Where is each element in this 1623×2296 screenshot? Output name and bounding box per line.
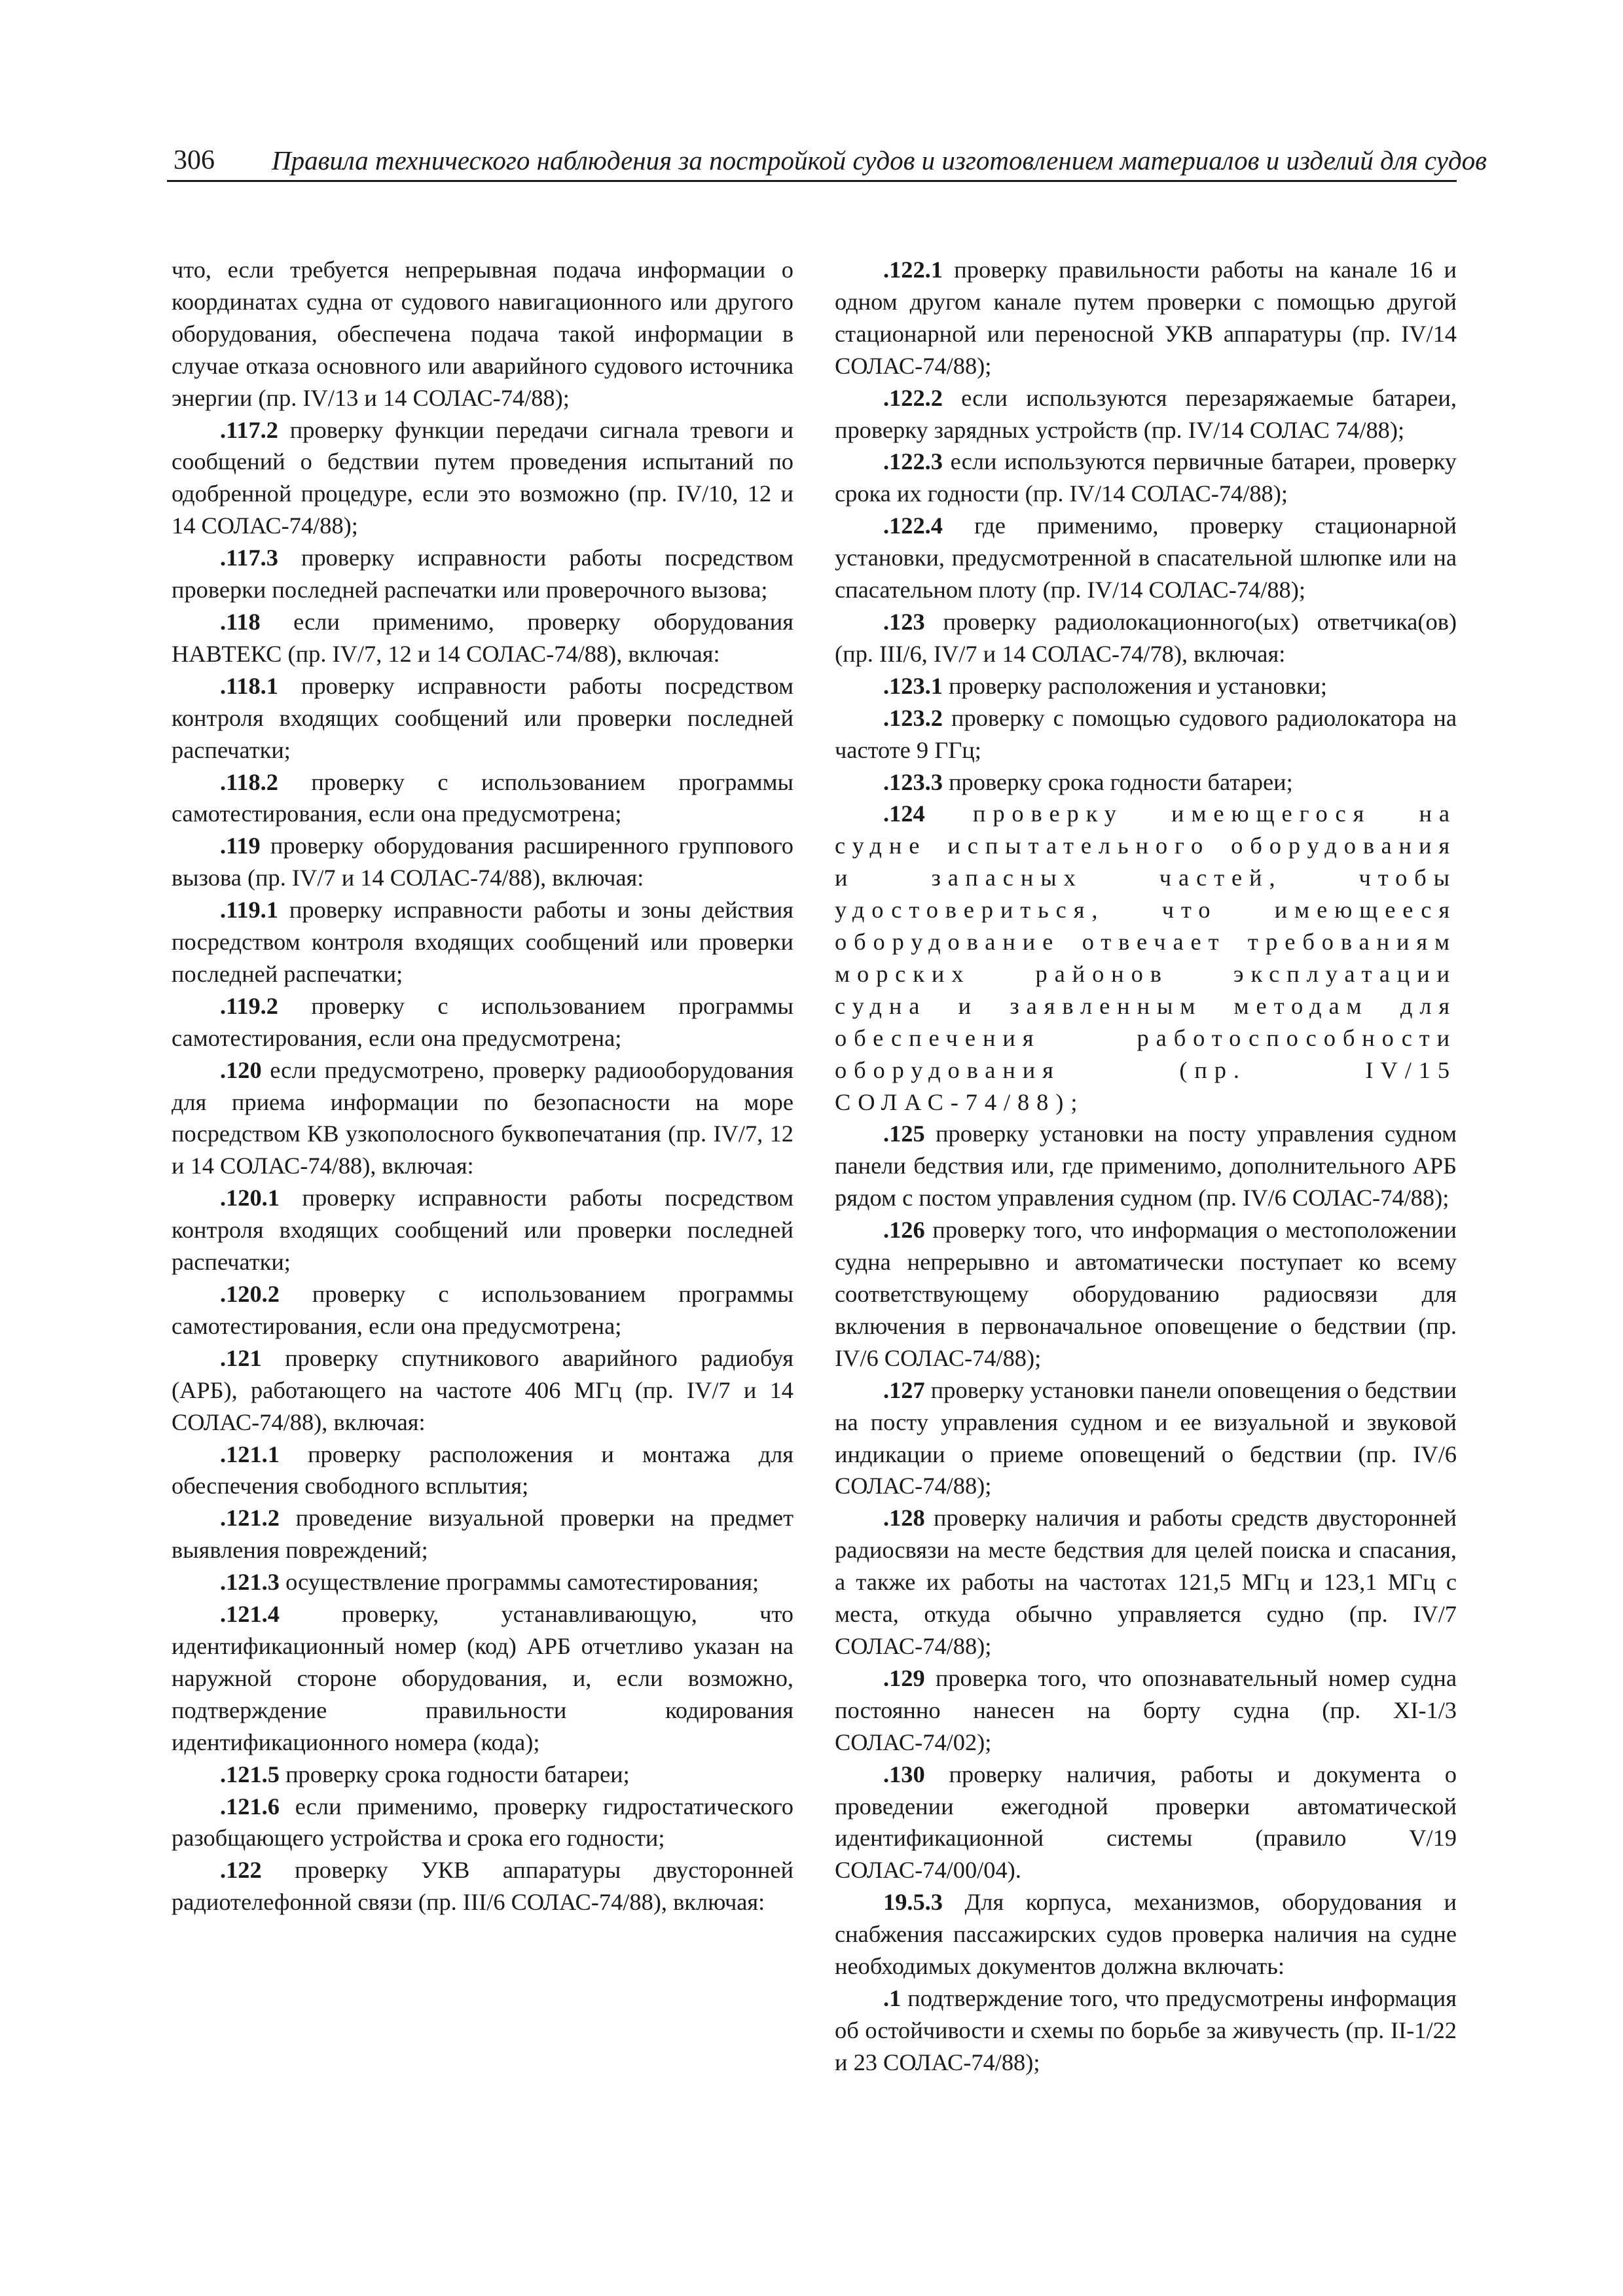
paragraph-text: проверку с использованием программы самотестирования, если она предусмотрена;	[172, 768, 793, 827]
right-column	[835, 254, 1457, 2079]
paragraph-text: проверку оборудования расширенного группового вызова (пр. IV/7 и 14 СОЛАС-74/88), включая:	[172, 833, 793, 891]
paragraph	[172, 254, 793, 414]
paragraph	[835, 766, 1457, 798]
item-number: .122.3	[883, 448, 943, 475]
paragraph-text: осуществление программы самотестирования;	[279, 1569, 759, 1596]
paragraph-text: проверку с использованием программы самотестирования, если она предусмотрена;	[172, 992, 793, 1051]
paragraph-text: проверку срока годности батареи;	[279, 1761, 630, 1787]
paragraph	[172, 1439, 793, 1503]
item-number: .125	[883, 1121, 925, 1147]
paragraph-text: проверку исправности работы посредством контроля входящих сообщений или проверки последней распечатки;	[172, 672, 793, 763]
paragraph-text: проверку наличия, работы и документа о проведении ежегодной проверки автоматической идентификационной системы (правило V/19 СОЛАС-74/00/04).	[835, 1761, 1457, 1884]
item-number: .127	[883, 1376, 925, 1403]
item-number: .128	[883, 1505, 925, 1532]
item-number: .121	[220, 1344, 262, 1371]
item-number: .121.2	[220, 1505, 280, 1532]
paragraph-text: проверку функции передачи сигнала тревоги и сообщений о бедствии путем проведения испытаний по одобренной процедуре, если это возможно (пр. IV/10, 12 и 14 СОЛАС-74/88);	[172, 416, 793, 539]
paragraph	[172, 1342, 793, 1439]
item-number: .123.1	[883, 672, 943, 699]
paragraph	[835, 702, 1457, 766]
item-number: .1	[883, 1984, 902, 2011]
paragraph	[172, 990, 793, 1054]
item-number: .118.2	[220, 768, 278, 795]
item-number: .119.1	[220, 897, 278, 924]
paragraph-text: проверку установки панели оповещения о бедствии на посту управления судном и ее визуальной и звуковой индикации о приеме оповещений о бедствии (пр. IV/6 СОЛАС-74/88);	[835, 1376, 1457, 1499]
paragraph-text: проверку имеющегося на судне испытательного оборудования и запасных частей, чтобы удостовериться, что имеющееся оборудование отвечает требованиям морских районов эксплуатации судна и заявленным методам для обеспечения работоспособности оборудования (пр. IV/15 СОЛАС-74/88);	[835, 800, 1457, 1115]
paragraph	[835, 670, 1457, 702]
paragraph-text: проверку спутникового аварийного радиобуя (АРБ), работающего на частоте 406 МГц (пр. IV/7 и 14 СОЛАС-74/88), включая:	[172, 1344, 793, 1435]
item-number: .123.2	[883, 704, 943, 731]
paragraph	[835, 1118, 1457, 1214]
paragraph	[835, 446, 1457, 510]
paragraph-text: проведение визуальной проверки на предмет выявления повреждений;	[172, 1505, 793, 1564]
paragraph	[835, 1886, 1457, 1982]
item-number: .123	[883, 608, 925, 635]
paragraph-text: что, если требуется непрерывная подача информации о координатах судна от судового навигационного или другого оборудования, обеспечена подача такой информации в случае отказа основного или аварийного судового источника энергии (пр. IV/13 и 14 СОЛАС-74/88);	[172, 257, 793, 411]
item-number: .118.1	[220, 672, 278, 699]
paragraph-text: проверку исправности работы посредством контроля входящих сообщений или проверки последней распечатки;	[172, 1185, 793, 1276]
paragraph	[835, 510, 1457, 606]
item-number: .118	[220, 608, 261, 635]
paragraph	[835, 798, 1457, 1118]
item-number: .121.6	[220, 1793, 280, 1820]
item-number: .121.4	[220, 1601, 280, 1628]
paragraph-text: если используются первичные батареи, проверку срока их годности (пр. IV/14 СОЛАС-74/88);	[835, 448, 1457, 507]
paragraph-text: проверку срока годности батареи;	[942, 768, 1293, 795]
paragraph-text: подтверждение того, что предусмотрены информация об остойчивости и схемы по борьбе за живучесть (пр. II-1/22 и 23 СОЛАС-74/88);	[835, 1984, 1457, 2075]
paragraph-text: если применимо, проверку оборудования НАВТЕКС (пр. IV/7, 12 и 14 СОЛАС-74/88), включая:	[172, 608, 793, 667]
paragraph	[835, 1662, 1457, 1759]
paragraph-text: проверку радиолокационного(ых) ответчика(ов) (пр. III/6, IV/7 и 14 СОЛАС-74/78), включая:	[835, 608, 1457, 667]
paragraph	[172, 1502, 793, 1566]
item-number: .117.3	[220, 545, 278, 571]
paragraph	[835, 1759, 1457, 1887]
running-header	[167, 141, 1487, 182]
paragraph	[172, 766, 793, 831]
paragraph	[172, 542, 793, 606]
item-number: .119	[220, 833, 261, 859]
paragraph	[835, 606, 1457, 670]
paragraph-text: проверку правильности работы на канале 16 и одном другом канале путем проверки с помощью другой стационарной или переносной УКВ аппаратуры (пр. IV/14 СОЛАС-74/88);	[835, 257, 1457, 379]
paragraph-text: где применимо, проверку стационарной установки, предусмотренной в спасательной шлюпке или на спасательном плоту (пр. IV/14 СОЛАС-74/88);	[835, 512, 1457, 603]
item-number: .121.5	[220, 1761, 280, 1787]
item-number: 19.5.3	[883, 1889, 943, 1916]
left-column	[172, 254, 793, 1918]
paragraph	[835, 382, 1457, 446]
paragraph	[835, 1502, 1457, 1662]
paragraph	[172, 1854, 793, 1918]
item-number: .121.1	[220, 1441, 280, 1467]
paragraph	[172, 414, 793, 543]
item-number: .124	[883, 800, 925, 827]
item-number: .123.3	[883, 768, 943, 795]
item-number: .117.2	[220, 416, 278, 443]
paragraph	[172, 894, 793, 990]
item-number: .122	[220, 1857, 262, 1884]
paragraph-text: проверку наличия и работы средств двусторонней радиосвязи на месте бедствия для целей поиска и спасания, а также их работы на частотах 121,5 МГц и 123,1 МГц с места, откуда обычно управляется судно (пр. IV/7 СОЛАС-74/88);	[835, 1505, 1457, 1659]
paragraph	[835, 1982, 1457, 2079]
paragraph	[172, 1791, 793, 1855]
item-number: .120.1	[220, 1185, 280, 1211]
paragraph-text: проверка того, что опознавательный номер судна постоянно нанесен на борту судна (пр. XI-1/3 СОЛАС-74/02);	[835, 1664, 1457, 1755]
paragraph-text: проверку установки на посту управления судном панели бедствия или, где применимо, дополнительного АРБ рядом с постом управления судном (пр. IV/6 СОЛАС-74/88);	[835, 1121, 1457, 1211]
page-number: 306	[173, 145, 215, 175]
paragraph-text: если применимо, проверку гидростатического разобщающего устройства и срока его годности;	[172, 1793, 793, 1852]
paragraph	[172, 1598, 793, 1759]
paragraph	[172, 1566, 793, 1598]
paragraph-text: проверку расположения и монтажа для обеспечения свободного всплытия;	[172, 1441, 793, 1499]
item-number: .122.4	[883, 512, 943, 539]
item-number: .119.2	[220, 992, 278, 1019]
paragraph	[172, 830, 793, 894]
running-title: Правила технического наблюдения за постройкой судов и изготовлением материалов и изделий для судов	[272, 145, 1487, 175]
paragraph-text: проверку расположения и установки;	[942, 672, 1327, 699]
paragraph	[172, 670, 793, 766]
paragraph-text: проверку исправности работы посредством проверки последней распечатки или проверочного вызова;	[172, 545, 793, 603]
paragraph	[835, 1374, 1457, 1503]
paragraph	[172, 606, 793, 670]
paragraph-text: если предусмотрено, проверку радиооборудования для приема информации по безопасности на море посредством КВ узкополосного буквопечатания (пр. IV/7, 12 и 14 СОЛАС-74/88), включая:	[172, 1056, 793, 1179]
paragraph-text: проверку того, что информация о местоположении судна непрерывно и автоматически поступает ко всему соответствующему оборудованию радиосвязи для включения в первоначальное оповещение о бедствии (пр. IV/6 СОЛАС-74/88);	[835, 1217, 1457, 1371]
paragraph	[835, 1214, 1457, 1374]
item-number: .126	[883, 1217, 925, 1244]
item-number: .122.1	[883, 257, 943, 283]
paragraph	[835, 254, 1457, 382]
item-number: .121.3	[220, 1569, 280, 1596]
paragraph-text: Для корпуса, механизмов, оборудования и снабжения пассажирских судов проверка наличия на судне необходимых документов должна включать:	[835, 1889, 1457, 1980]
item-number: .122.2	[883, 384, 943, 411]
item-number: .120.2	[220, 1281, 280, 1307]
paragraph-text: если используются перезаряжаемые батареи, проверку зарядных устройств (пр. IV/14 СОЛАС 74/88);	[835, 384, 1457, 443]
paragraph-text: проверку УКВ аппаратуры двусторонней радиотелефонной связи (пр. III/6 СОЛАС-74/88), включая:	[172, 1857, 793, 1916]
paragraph-text: проверку с использованием программы самотестирования, если она предусмотрена;	[172, 1281, 793, 1339]
paragraph-text: проверку с помощью судового радиолокатора на частоте 9 ГГц;	[835, 704, 1457, 763]
paragraph-text: проверку, устанавливающую, что идентификационный номер (код) АРБ отчетливо указан на наружной стороне оборудования, и, если возможно, подтверждение правильности кодирования идентификационного номера (кода);	[172, 1601, 793, 1755]
paragraph-text: проверку исправности работы и зоны действия посредством контроля входящих сообщений или проверки последней распечатки;	[172, 897, 793, 987]
paragraph	[172, 1278, 793, 1342]
item-number: .129	[883, 1664, 925, 1691]
item-number: .130	[883, 1761, 925, 1787]
item-number: .120	[220, 1056, 262, 1083]
paragraph	[172, 1759, 793, 1791]
paragraph	[172, 1182, 793, 1278]
paragraph	[172, 1054, 793, 1183]
